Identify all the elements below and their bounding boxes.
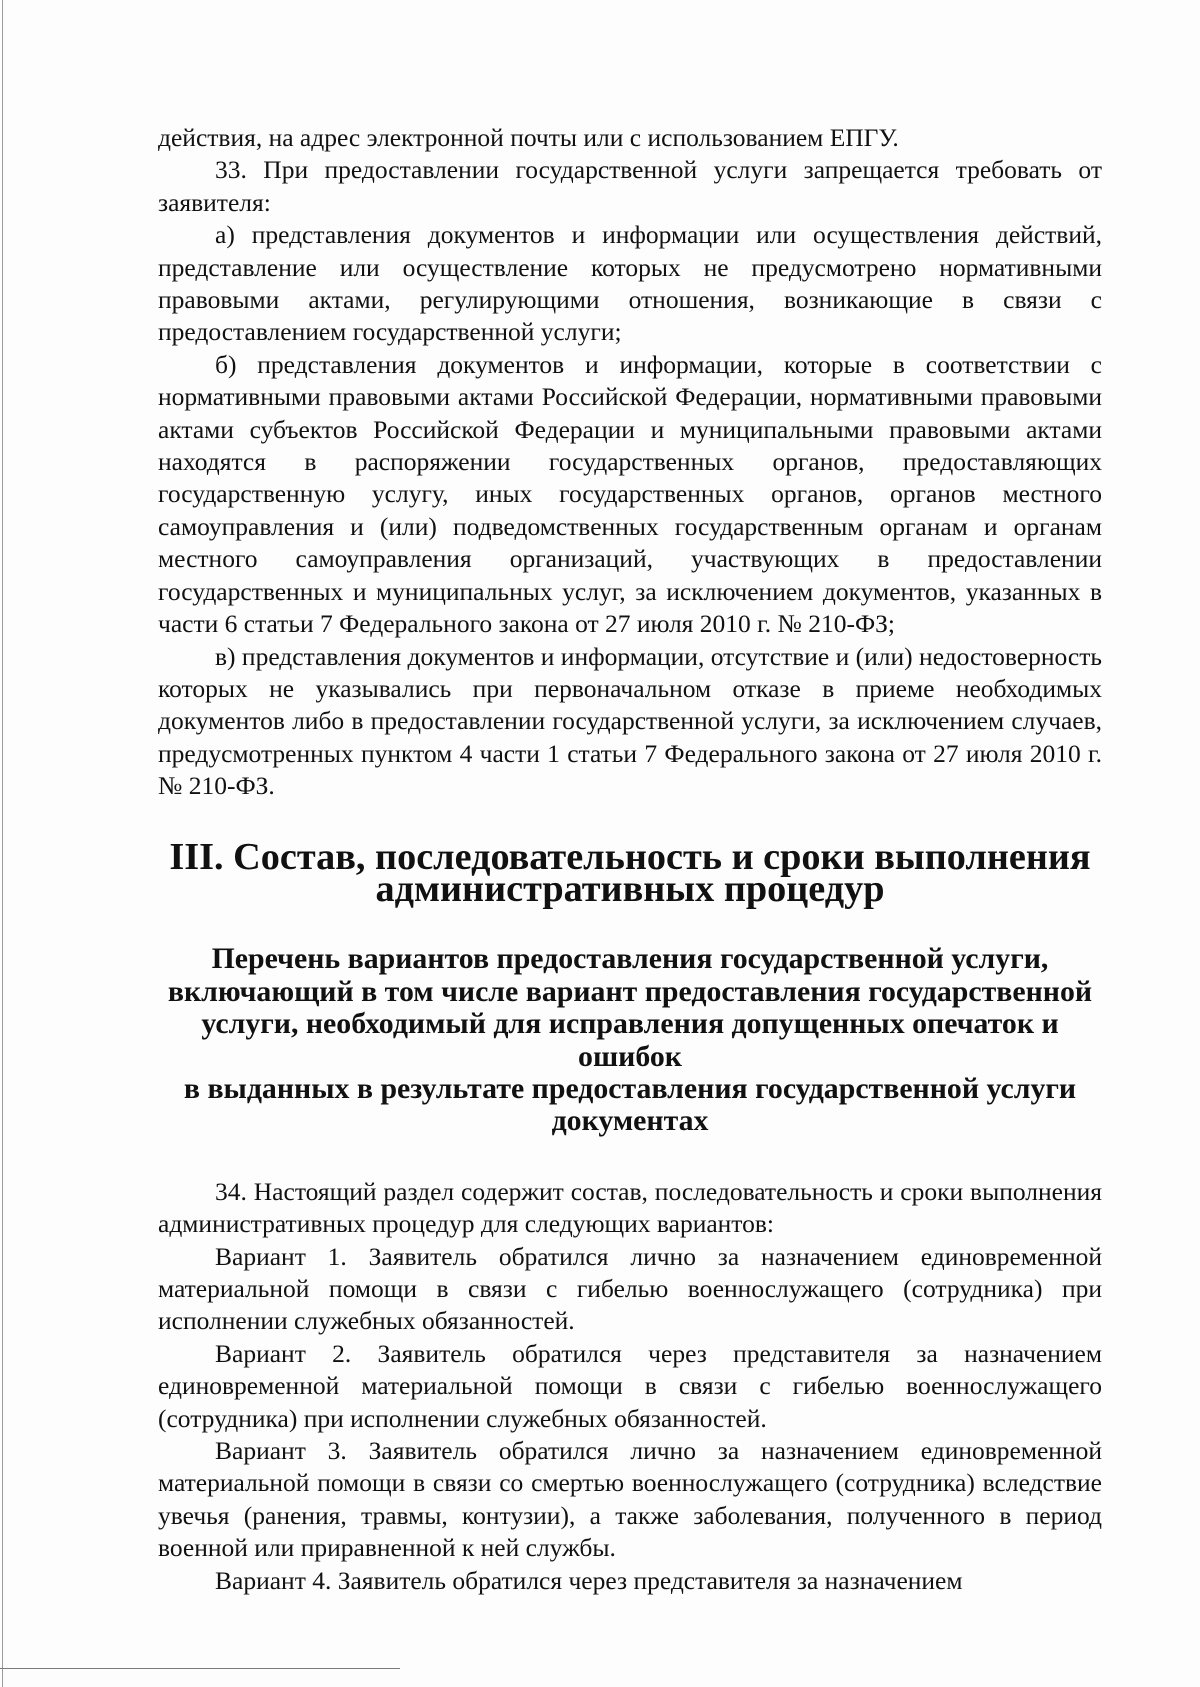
sub-heading: [158, 943, 1102, 1137]
paragraph-34: 34. Настоящий раздел содержит состав, последовательность и сроки выполнения административных процедур для следующих вариантов:: [158, 1176, 1102, 1239]
paragraph-33-v: в) представления документов и информации, отсутствие и (или) недостоверность которых не указывались при первоначальном отказе в приеме необходимых документов либо в предоставлении государственной услуги, за исключением случаев, предусмотренных пунктом 4 части 1 статьи 7 Федерального закона от 27 июля 2010 г. № 210-ФЗ.: [158, 641, 1102, 801]
sub-heading-line: услуги, необходимый для исправления допущенных опечаток и ошибок: [201, 1007, 1059, 1073]
paragraph-variant-2: Вариант 2. Заявитель обратился через представителя за назначением единовременной материальной помощи в связи с гибелью военнослужащего (сотрудника) при исполнении служебных обязанностей.: [158, 1338, 1102, 1433]
paragraph-33-a: а) представления документов и информации или осуществления действий, представление или осуществление которых не предусмотрено нормативными правовыми актами, регулирующими отношения, возникающие в связи с предоставлением государственной услуги;: [158, 220, 1102, 347]
paragraph-33: 33. При предоставлении государственной услуги запрещается требовать от заявителя:: [158, 155, 1102, 217]
document-body: [158, 122, 1102, 1597]
sub-heading-line: документах: [551, 1104, 709, 1138]
section-heading-line: III. Состав, последовательность и сроки выполнения: [169, 835, 1091, 878]
paragraph-continuation: действия, на адрес электронной почты или с использованием ЕПГУ.: [158, 123, 899, 152]
sub-heading-line: Перечень вариантов предоставления государственной услуги,: [211, 942, 1049, 976]
paragraph-33-b: б) представления документов и информации, которые в соответствии с нормативными правовыми актами Российской Федерации, нормативными правовыми актами субъектов Российской Федерации и муниципальными правовыми актами находятся в распоряжении государственных органов, предоставляющих государственную услугу, иных государственных органов, органов местного самоуправления и (или) подведомственных государственным органам и органам местного самоуправления организаций, участвующих в предоставлении государственных и муниципальных услуг, за исключением документов, указанных в части 6 статьи 7 Федерального закона от 27 июля 2010 г. № 210-ФЗ;: [158, 349, 1102, 639]
scan-left-edge: [2, 0, 3, 1687]
sub-heading-line: в выданных в результате предоставления государственной услуги: [183, 1071, 1077, 1105]
paragraph-variant-1: Вариант 1. Заявитель обратился лично за назначением единовременной материальной помощи в связи с гибелью военнослужащего (сотрудника) при исполнении служебных обязанностей.: [158, 1241, 1102, 1336]
sub-heading-line: включающий в том числе вариант предоставления государственной: [167, 974, 1093, 1008]
scan-bottom-line: [0, 1668, 400, 1669]
section-heading-line: административных процедур: [375, 867, 885, 910]
paragraph-variant-4: Вариант 4. Заявитель обратился через представителя за назначением: [215, 1565, 963, 1595]
paragraph-variant-3: Вариант 3. Заявитель обратился лично за назначением единовременной материальной помощи в связи со смертью военнослужащего (сотрудника) вследствие увечья (ранения, травмы, контузии), а также заболевания, полученного в период военной или приравненной к ней службы.: [158, 1436, 1102, 1563]
section-heading: [158, 835, 1102, 910]
